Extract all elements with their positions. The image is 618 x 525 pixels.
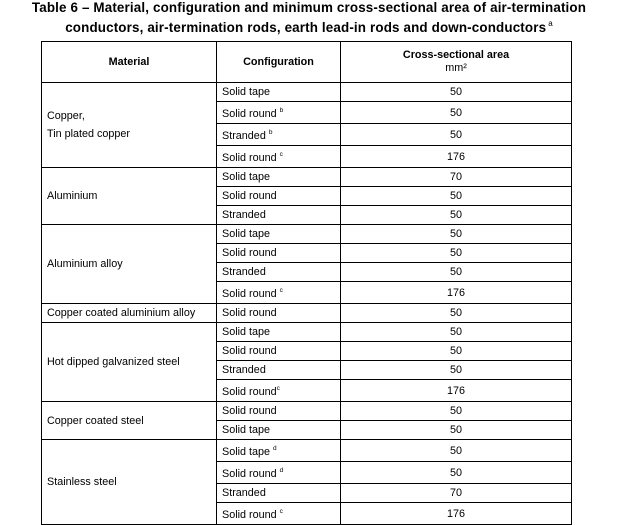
material-table xyxy=(41,41,572,525)
configuration-cell xyxy=(217,503,341,525)
footnote-marker: d xyxy=(273,445,277,452)
table-row xyxy=(42,304,572,323)
configuration-cell xyxy=(217,421,341,440)
table-row xyxy=(42,168,572,187)
configuration-label: Solid tape xyxy=(222,326,271,338)
caption-footnote-marker: a xyxy=(548,19,553,28)
configuration-label: Solid round xyxy=(222,345,277,357)
configuration-cell xyxy=(217,124,341,146)
material-label: Aluminium alloy xyxy=(47,258,123,270)
configuration-cell xyxy=(217,102,341,124)
header-area xyxy=(341,42,572,83)
header-area-label: Cross-sectional area xyxy=(402,49,510,61)
table-header-row xyxy=(42,42,572,83)
area-cell: 176 xyxy=(341,146,572,168)
caption-text-1: Table 6 – Material, configuration and minimum cross-sectional area of air-termination xyxy=(31,0,587,15)
configuration-cell xyxy=(217,342,341,361)
configuration-label: Solid tape xyxy=(222,424,271,436)
footnote-marker: d xyxy=(279,467,284,474)
configuration-label: Solid round xyxy=(222,307,277,319)
area-cell: 50 xyxy=(341,440,572,462)
material-label: Stainless steel xyxy=(47,476,117,488)
material-cell xyxy=(42,440,217,525)
area-cell: 50 xyxy=(341,102,572,124)
configuration-label: Stranded xyxy=(222,266,266,278)
configuration-label: Solid round xyxy=(222,468,277,480)
configuration-label: Stranded xyxy=(222,130,266,142)
material-cell xyxy=(42,402,217,440)
area-cell: 50 xyxy=(341,244,572,263)
area-cell: 70 xyxy=(341,168,572,187)
configuration-label: Solid round xyxy=(222,386,277,398)
material-label: Copper coated aluminium alloy xyxy=(47,307,196,319)
area-cell: 50 xyxy=(341,187,572,206)
area-cell: 50 xyxy=(341,304,572,323)
footnote-marker: c xyxy=(279,508,283,515)
header-area-unit: mm² xyxy=(445,62,467,74)
area-cell: 50 xyxy=(341,402,572,421)
configuration-label: Solid round xyxy=(222,405,277,417)
configuration-label: Stranded xyxy=(222,209,266,221)
footnote-marker: b xyxy=(268,129,273,136)
area-cell: 50 xyxy=(341,263,572,282)
configuration-label: Solid round xyxy=(222,190,277,202)
footnote-marker: b xyxy=(279,107,284,114)
configuration-cell xyxy=(217,244,341,263)
configuration-label: Solid round xyxy=(222,509,277,521)
area-cell: 50 xyxy=(341,421,572,440)
table-body xyxy=(42,83,572,525)
area-cell: 50 xyxy=(341,225,572,244)
table-row xyxy=(42,402,572,421)
configuration-cell xyxy=(217,146,341,168)
configuration-cell xyxy=(217,323,341,342)
material-cell xyxy=(42,168,217,225)
configuration-label: Solid round xyxy=(222,152,277,164)
material-label: Copper, xyxy=(47,110,85,122)
table-row xyxy=(42,440,572,462)
configuration-cell xyxy=(217,361,341,380)
footnote-marker: c xyxy=(276,385,280,392)
configuration-cell xyxy=(217,484,341,503)
material-cell xyxy=(42,225,217,304)
area-cell: 176 xyxy=(341,503,572,525)
area-cell: 50 xyxy=(341,361,572,380)
material-label: Copper coated steel xyxy=(47,414,144,427)
footnote-marker: c xyxy=(279,287,283,294)
header-material: Material xyxy=(42,42,217,83)
caption-text-2: conductors, air-termination rods, earth lead-in rods and down-conductors xyxy=(65,20,547,35)
area-cell: 50 xyxy=(341,462,572,484)
configuration-label: Solid tape xyxy=(222,446,271,458)
area-cell: 50 xyxy=(341,83,572,102)
area-cell: 176 xyxy=(341,282,572,304)
configuration-cell xyxy=(217,83,341,102)
table-caption xyxy=(0,0,618,36)
area-cell: 50 xyxy=(341,124,572,146)
configuration-label: Stranded xyxy=(222,364,266,376)
header-configuration: Configuration xyxy=(217,42,341,83)
material-cell xyxy=(42,83,217,168)
area-cell: 50 xyxy=(341,323,572,342)
configuration-label: Solid tape xyxy=(222,171,271,183)
configuration-label: Solid round xyxy=(222,288,277,300)
configuration-cell xyxy=(217,187,341,206)
table-row xyxy=(42,83,572,102)
area-cell: 70 xyxy=(341,484,572,503)
configuration-label: Solid tape xyxy=(222,228,271,240)
configuration-cell xyxy=(217,263,341,282)
configuration-cell xyxy=(217,168,341,187)
area-cell: 50 xyxy=(341,206,572,225)
configuration-cell xyxy=(217,206,341,225)
configuration-cell xyxy=(217,440,341,462)
table-row xyxy=(42,323,572,342)
footnote-marker: c xyxy=(279,151,283,158)
caption-line-1 xyxy=(0,0,618,16)
material-label: Hot dipped galvanized steel xyxy=(47,356,180,368)
configuration-cell xyxy=(217,225,341,244)
material-cell xyxy=(42,304,217,323)
configuration-label: Solid round xyxy=(222,108,277,120)
area-cell: 176 xyxy=(341,380,572,402)
area-cell: 50 xyxy=(341,342,572,361)
configuration-cell xyxy=(217,462,341,484)
configuration-label: Solid round xyxy=(222,247,277,259)
material-cell xyxy=(42,323,217,402)
configuration-cell xyxy=(217,380,341,402)
configuration-label: Solid tape xyxy=(222,86,271,98)
material-label: Aluminium xyxy=(47,190,98,202)
configuration-label: Stranded xyxy=(222,487,266,499)
configuration-cell xyxy=(217,282,341,304)
configuration-cell xyxy=(217,402,341,421)
table-row xyxy=(42,225,572,244)
material-label: Tin plated copper xyxy=(47,128,131,140)
caption-line-2 xyxy=(0,16,618,36)
configuration-cell xyxy=(217,304,341,323)
